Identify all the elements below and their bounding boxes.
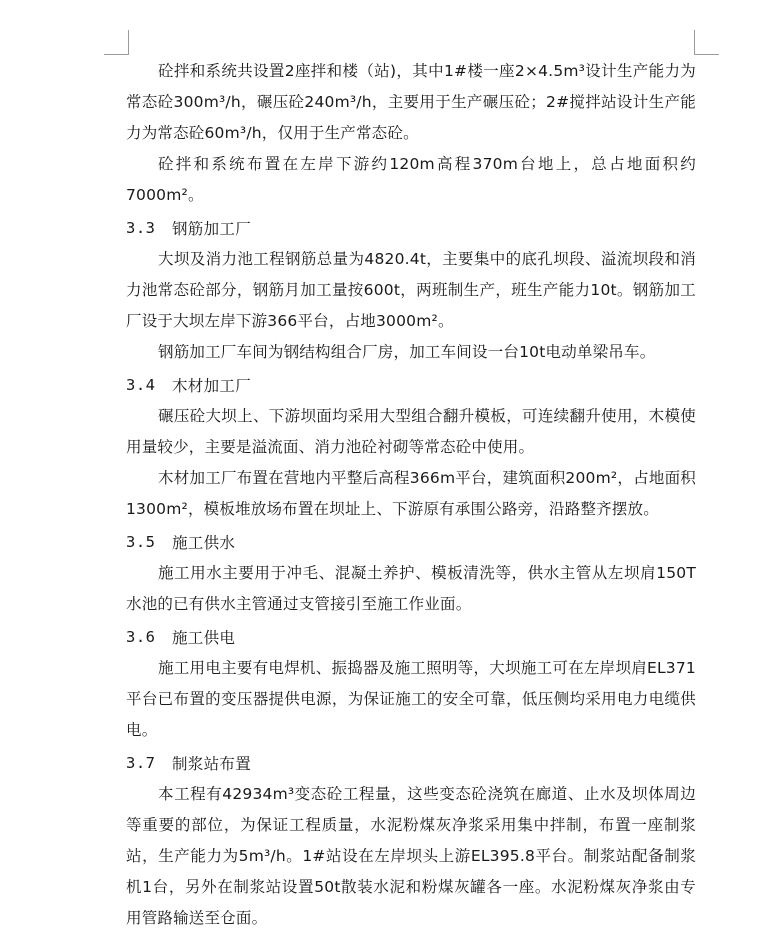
paragraph: 本工程有42934m³变态砼工程量，这些变态砼浇筑在廊道、止水及坝体周边等重要的部位，为保证工程质量，水泥粉煤灰净浆采用集中拌制，布置一座制浆站，生产能力为5m³/h。1#站设在左岸坝头上游EL395.8平台。制浆站配备制浆机1台，另外在制浆站设置50t散装水泥和粉煤灰罐各一座。水泥粉煤灰净浆由专用管路输送至仓面。	[126, 785, 696, 927]
section-number: 3.6	[126, 627, 156, 646]
section-number: 3.5	[126, 532, 156, 551]
section-title: 施工供电	[172, 628, 236, 647]
paragraph: 砼拌和系统布置在左岸下游约120m高程370m台地上，总占地面积约7000m²。	[126, 155, 696, 204]
paragraph: 钢筋加工厂车间为钢结构组合厂房，加工车间设一台10t电动单梁吊车。	[158, 343, 656, 361]
paragraph: 大坝及消力池工程钢筋总量为4820.4t，主要集中的底孔坝段、溢流坝段和消力池常态砼部分，钢筋月加工量按600t，两班制生产，班生产能力10t。钢筋加工厂设于大坝左岸下游366平台，占地3000m²。	[126, 250, 696, 330]
section-title: 制浆站布置	[172, 754, 252, 773]
paragraph: 施工用电主要有电焊机、振捣器及施工照明等，大坝施工可在左岸坝肩EL371平台已布置的变压器提供电源，为保证施工的安全可靠，低压侧均采用电力电缆供电。	[126, 659, 696, 739]
paragraph: 砼拌和系统共设置2座拌和楼（站)，其中1#楼一座2×4.5m³设计生产能力为常态砼300m³/h，碾压砼240m³/h，主要用于生产碾压砼；2#搅拌站设计生产能力为常态砼60m³/h，仅用于生产常态砼。	[126, 62, 696, 142]
page-corner-mark-left	[104, 30, 129, 55]
section-heading-3-3	[126, 212, 696, 243]
section-heading-3-5	[126, 526, 696, 557]
document-body	[126, 56, 696, 934]
paragraph: 碾压砼大坝上、下游坝面均采用大型组合翻升模板，可连续翻升使用，木模使用量较少，主要是溢流面、消力池砼衬砌等常态砼中使用。	[126, 407, 696, 456]
section-title: 木材加工厂	[172, 376, 252, 395]
section-title: 施工供水	[172, 533, 236, 552]
page-corner-mark-right	[694, 30, 719, 55]
section-heading-3-6	[126, 621, 696, 652]
section-title: 钢筋加工厂	[172, 219, 252, 238]
paragraph: 木材加工厂布置在营地内平整后高程366m平台，建筑面积200m²，占地面积1300m²，模板堆放场布置在坝址上、下游原有承围公路旁，沿路整齐摆放。	[126, 469, 696, 518]
section-number: 3.4	[126, 375, 156, 394]
section-number: 3.3	[126, 218, 156, 237]
section-heading-3-4	[126, 369, 696, 400]
section-heading-3-7	[126, 747, 696, 778]
paragraph: 施工用水主要用于冲毛、混凝土养护、模板清洗等，供水主管从左坝肩150T水池的已有供水主管通过支管接引至施工作业面。	[126, 564, 696, 613]
section-number: 3.7	[126, 753, 156, 772]
